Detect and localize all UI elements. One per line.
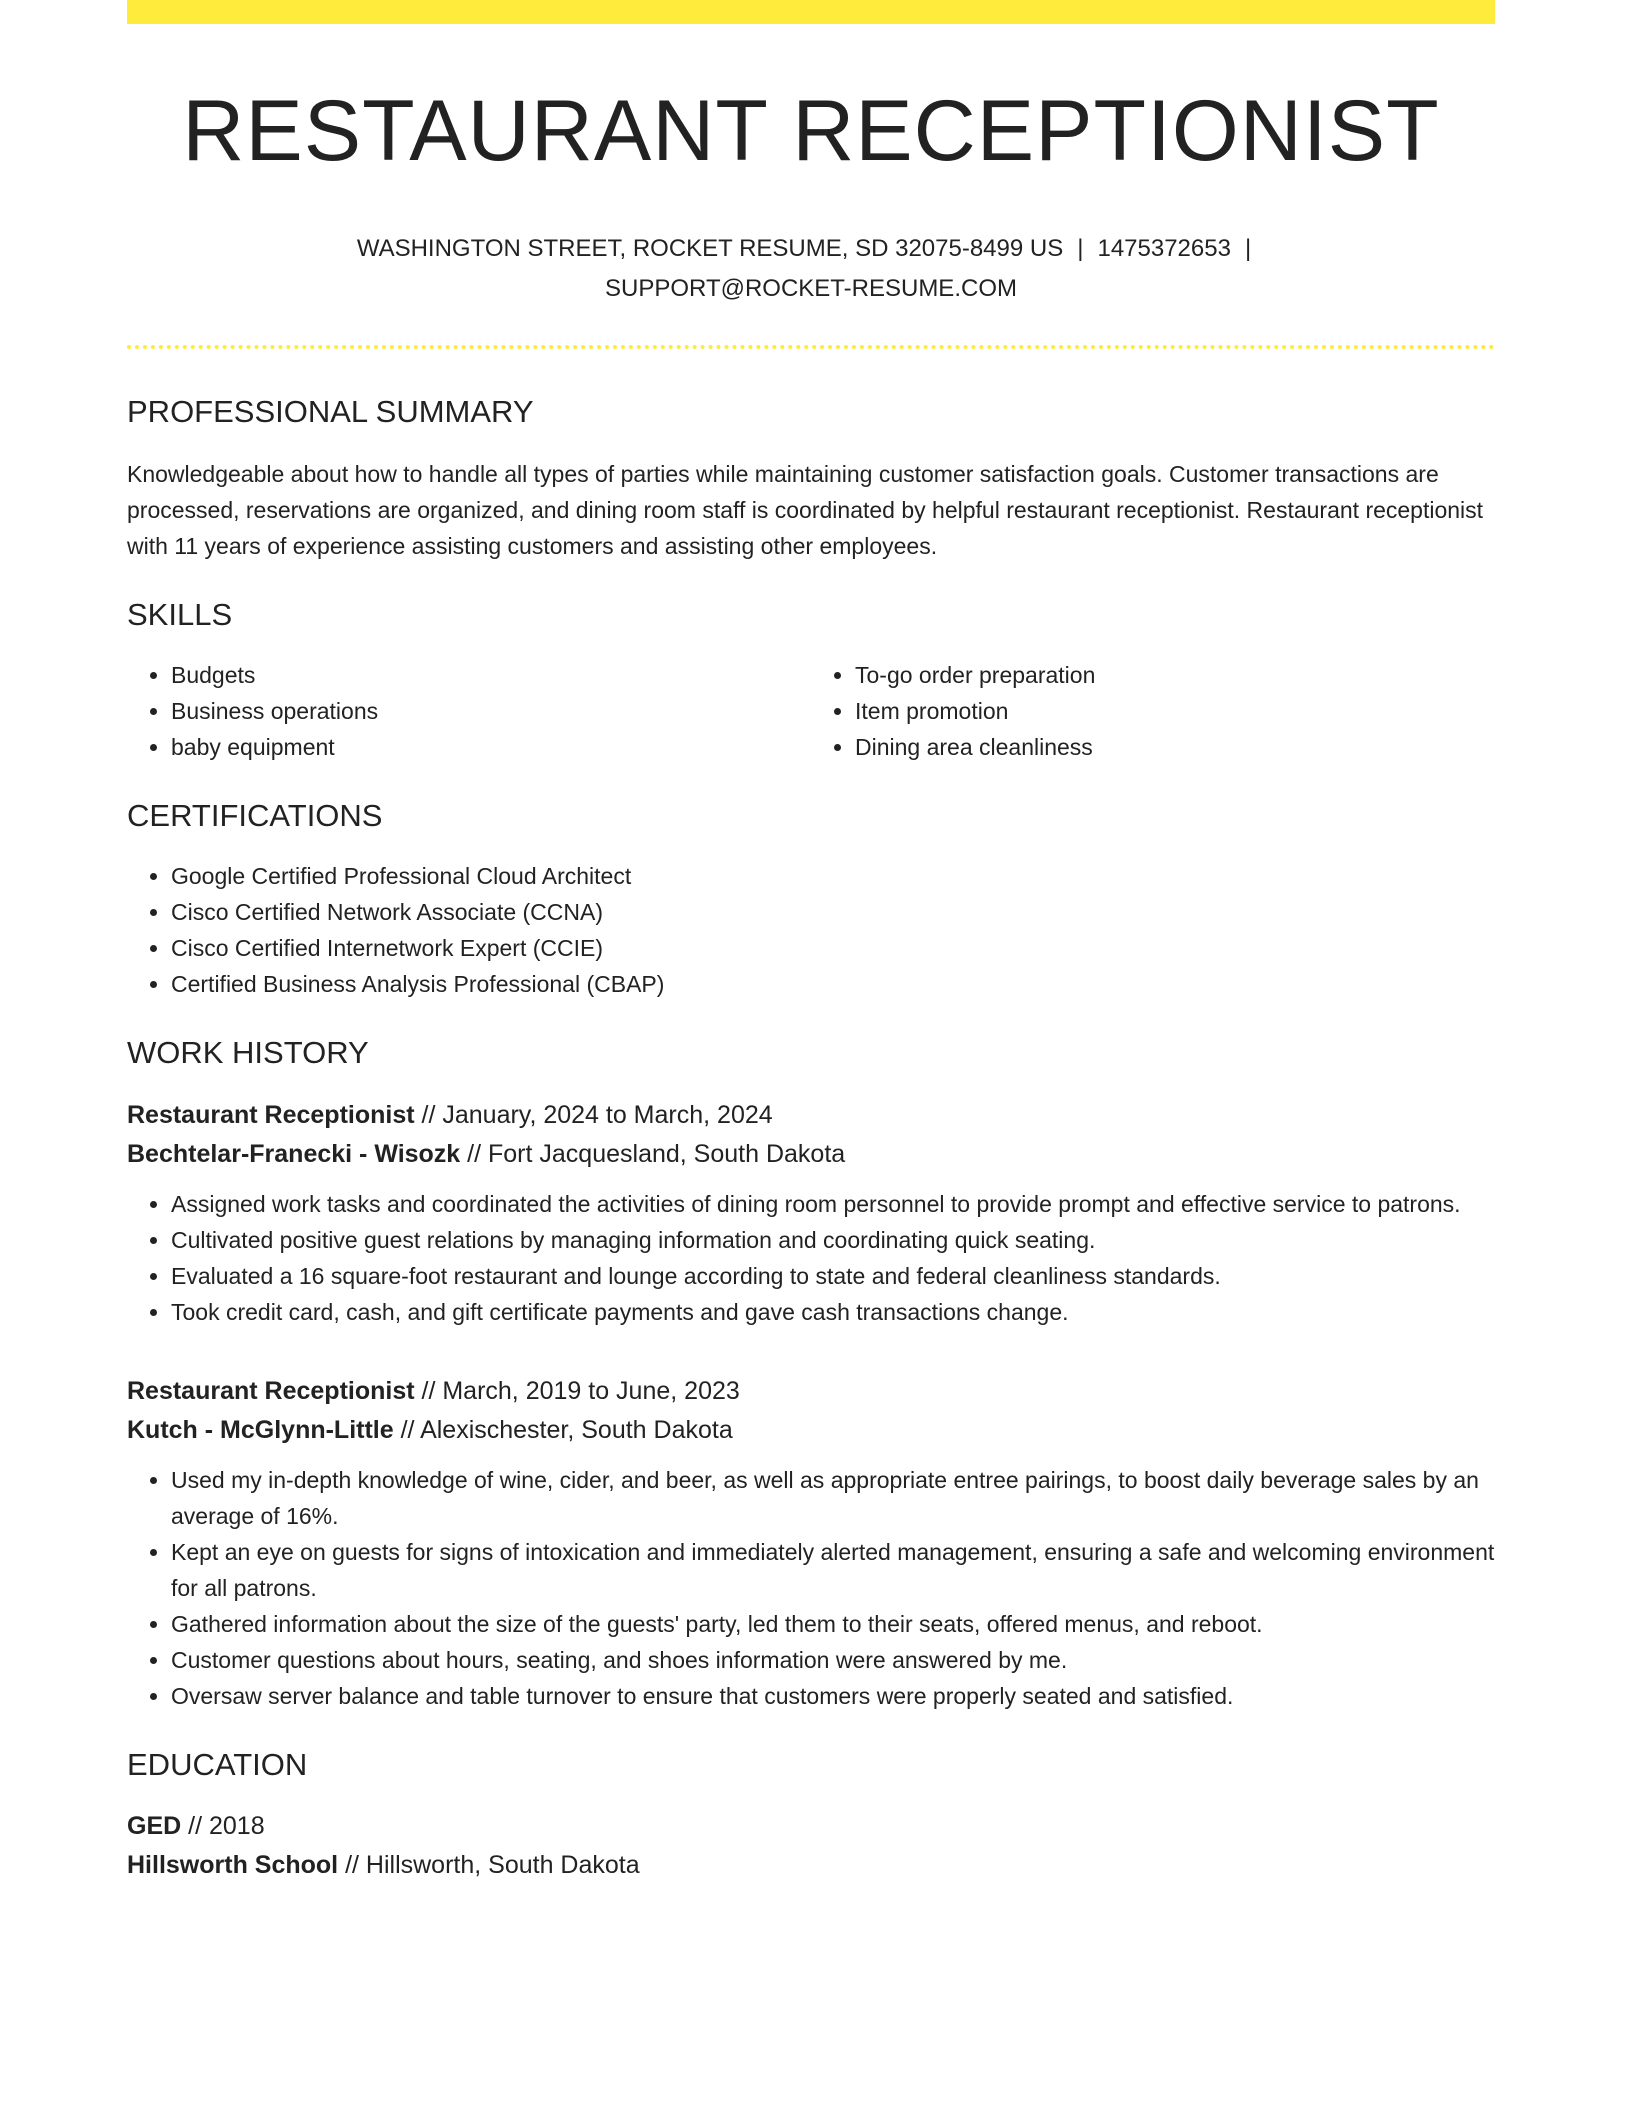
job-bullet: • Gathered information about the size of the guests' party, led them to their seats, offered menus, and reboot. [171,1606,1495,1642]
skills-right-list [811,657,1495,765]
job-location: // Fort Jacquesland, South Dakota [467,1139,846,1168]
job-entry [127,1096,1495,1330]
certifications-heading: CERTIFICATIONS [127,798,383,834]
job-title-line [127,1372,1495,1411]
resume-content [127,24,1495,1885]
job-bullet: • Kept an eye on guests for signs of intoxication and immediately alerted management, ensuring a safe and welcoming environment for all patrons. [171,1534,1495,1606]
education-degree: GED [127,1811,182,1840]
summary-heading: PROFESSIONAL SUMMARY [127,393,534,429]
education-degree-line [127,1807,1495,1846]
job-bullet: • Took credit card, cash, and gift certificate payments and gave cash transactions change. [171,1294,1495,1330]
contact-info [311,229,1311,309]
skills-left-list [127,657,811,765]
job-company-line [127,1135,1495,1174]
contact-address: WASHINGTON STREET, ROCKET RESUME, SD 32075-8499 US [356,234,1064,262]
education-location: // Hillsworth, South Dakota [345,1850,640,1879]
skill-item: • Item promotion [855,693,1495,729]
skill-item: • To-go order preparation [855,657,1495,693]
job-company: Bechtelar-Franecki - Wisozk [127,1139,461,1168]
job-bullet: • Assigned work tasks and coordinated the activities of dining room personnel to provide prompt and effective service to patrons. [171,1186,1495,1222]
job-bullet: • Cultivated positive guest relations by managing information and coordinating quick seating. [171,1222,1495,1258]
certification-item: • Certified Business Analysis Professional (CBAP) [171,966,1495,1002]
job-role: Restaurant Receptionist [127,1100,415,1129]
skill-item: • Dining area cleanliness [855,729,1495,765]
education-year: // 2018 [188,1811,265,1840]
job-bullet: • Evaluated a 16 square-foot restaurant and lounge according to state and federal cleanliness standards. [171,1258,1495,1294]
certification-item: • Google Certified Professional Cloud Architect [171,858,1495,894]
education-school-line [127,1846,1495,1885]
skill-item: • Business operations [171,693,811,729]
skills-grid [127,657,1495,765]
certifications-list [127,858,1495,1002]
education-school: Hillsworth School [127,1850,339,1879]
contact-separator: | [1077,234,1084,262]
dotted-divider [127,345,1495,349]
education-heading: EDUCATION [127,1746,308,1782]
job-location: // Alexischester, South Dakota [400,1415,733,1444]
certification-item: • Cisco Certified Network Associate (CCNA) [171,894,1495,930]
work-history-heading: WORK HISTORY [127,1035,369,1071]
job-dates: // January, 2024 to March, 2024 [421,1100,773,1129]
job-bullet: • Used my in-depth knowledge of wine, cider, and beer, as well as appropriate entree pairings, to boost daily beverage sales by an average of 16%. [171,1462,1495,1534]
job-role: Restaurant Receptionist [127,1376,415,1405]
job-title-line [127,1096,1495,1135]
job-bullets [127,1462,1495,1714]
job-dates: // March, 2019 to June, 2023 [421,1376,740,1405]
skill-item: • Budgets [171,657,811,693]
job-bullet: • Customer questions about hours, seating, and shoes information were answered by me. [171,1642,1495,1678]
skills-heading: SKILLS [127,597,233,633]
education-entry [127,1807,1495,1885]
candidate-name: RESTAURANT RECEPTIONIST [182,83,1440,179]
contact-phone: 1475372653 [1097,234,1231,262]
contact-email: SUPPORT@ROCKET-RESUME.COM [605,274,1017,302]
job-company: Kutch - McGlynn-Little [127,1415,394,1444]
job-bullets [127,1186,1495,1330]
contact-separator: | [1244,234,1252,262]
job-entry [127,1372,1495,1714]
accent-top-bar [127,0,1495,24]
job-bullet: • Oversaw server balance and table turnover to ensure that customers were properly seated and satisfied. [171,1678,1495,1714]
certification-item: • Cisco Certified Internetwork Expert (CCIE) [171,930,1495,966]
skill-item: • baby equipment [171,729,811,765]
summary-text: Knowledgeable about how to handle all types of parties while maintaining customer satisfaction goals. Customer transactions are processed, reservations are organized, and dining room staff is coordinated by helpful restaurant receptionist. Restaurant receptionist with 11 years of experience assisting customers and assisting other employees. [127,461,1484,560]
job-company-line [127,1411,1495,1450]
